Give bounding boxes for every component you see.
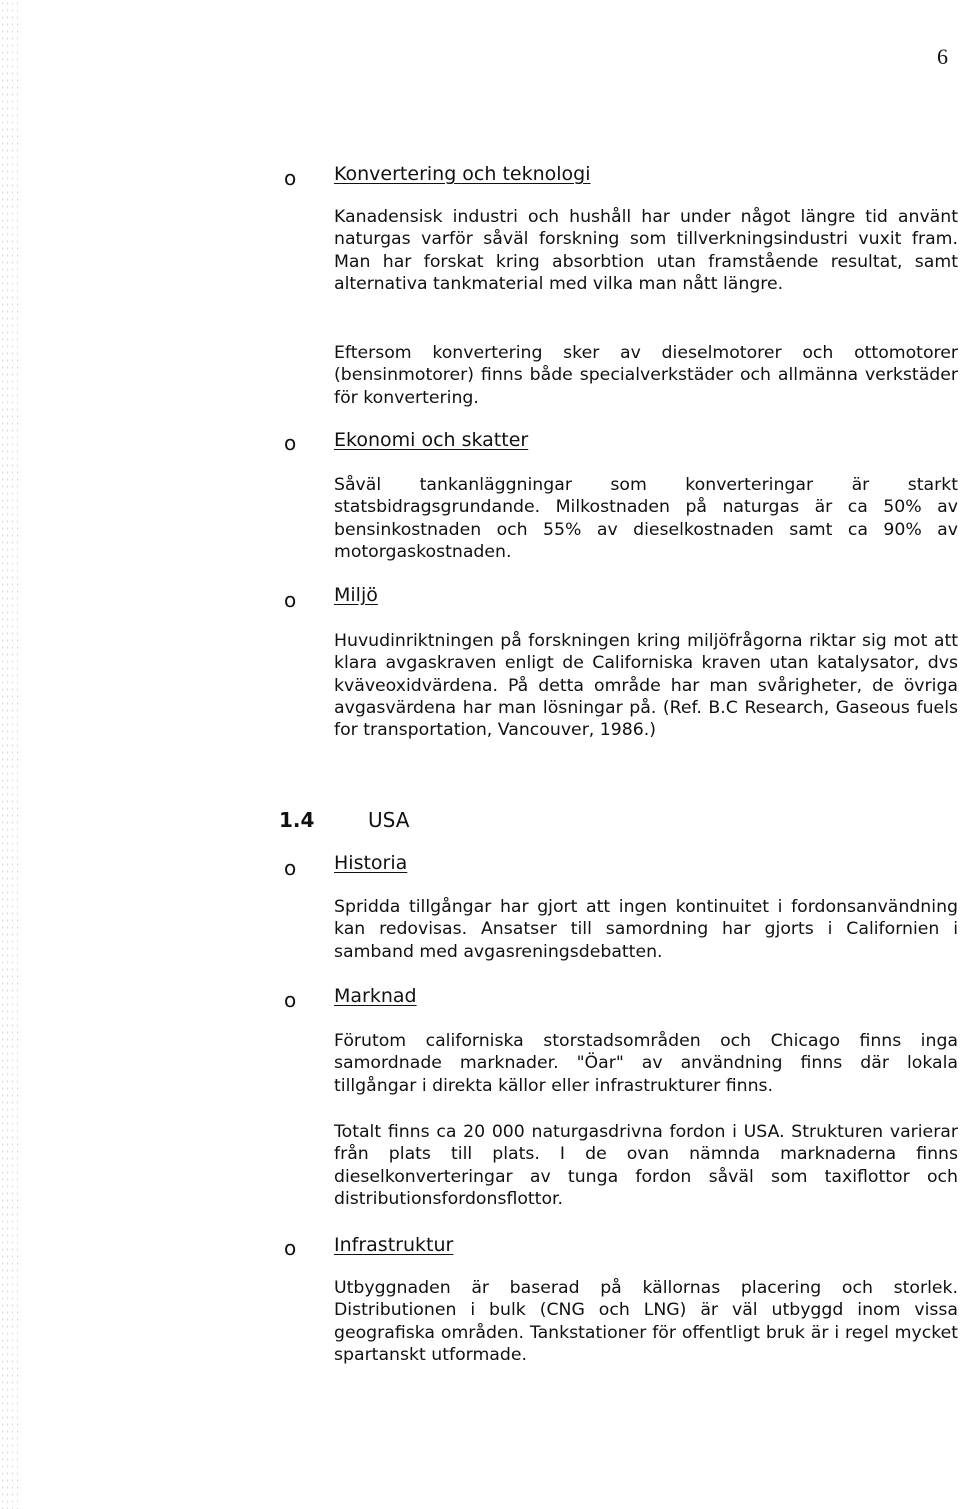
- heading-ekonomi: Ekonomi och skatter: [334, 429, 529, 451]
- heading-konvertering: Konvertering och teknologi: [334, 163, 591, 185]
- section-title: USA: [368, 808, 410, 832]
- heading-marknad: Marknad: [334, 985, 417, 1007]
- paragraph-konvertering-2: Eftersom konvertering sker av dieselmotorer och ottomotorer (bensinmotorer) finns både specialverkstäder och allmänna verkstäder för konvertering.: [334, 343, 958, 408]
- page-number: 6: [937, 44, 948, 69]
- paragraph-miljo: Huvudinriktningen på forskningen kring miljöfrågorna riktar sig mot att klara avgaskraven enligt de Californiska kraven utan katalysator, dvs kväveoxidvärdena. På detta område har man svårigheter, de övriga avgasvärdena har man lösningar på. (Ref. B.C Research, Gaseous fuels for transportation, Vancouver, 1986.): [334, 631, 958, 741]
- bullet-marker: o: [284, 166, 297, 190]
- bullet-marker: o: [284, 588, 297, 612]
- heading-miljo: Miljö: [334, 584, 378, 606]
- paragraph-ekonomi: Såväl tankanläggningar som konverteringar är starkt statsbidragsgrundande. Milkostnaden på naturgas är ca 50% av bensinkostnaden och 55% av dieselkostnaden samt ca 90% av motorgaskostnaden.: [334, 475, 958, 562]
- scan-edge-noise: [0, 0, 18, 1509]
- heading-infrastruktur: Infrastruktur: [334, 1234, 454, 1256]
- heading-historia: Historia: [334, 852, 408, 874]
- bullet-marker: o: [284, 1236, 297, 1260]
- paragraph-historia: Spridda tillgångar har gjort att ingen kontinuitet i fordonsanvändning kan redovisas. Ansatser till samordning har gjorts i Californien i samband med avgasreningsdebatten.: [334, 897, 958, 962]
- paragraph-konvertering-1: Kanadensisk industri och hushåll har under något längre tid använt naturgas varför såväl forskning som tillverkningsindustri vuxit fram. Man har forskat kring absorbtion utan framstående resultat, samt alternativa tankmaterial med vilka man nått längre.: [334, 207, 958, 294]
- paragraph-marknad-2: Totalt finns ca 20 000 naturgasdrivna fordon i USA. Strukturen varierar från plats till plats. I de ovan nämnda marknaderna finns dieselkonverteringar av tunga fordon såväl som taxiflottor och distributionsfordonsflottor.: [334, 1122, 958, 1209]
- bullet-marker: o: [284, 431, 297, 455]
- section-number: 1.4: [279, 808, 315, 832]
- paragraph-infrastruktur: Utbyggnaden är baserad på källornas placering och storlek. Distributionen i bulk (CNG och LNG) är väl utbyggd inom vissa geografiska områden. Tankstationer för offentligt bruk är i regel mycket spartanskt utformade.: [334, 1278, 958, 1365]
- bullet-marker: o: [284, 988, 297, 1012]
- bullet-marker: o: [284, 856, 297, 880]
- paragraph-marknad-1: Förutom californiska storstadsområden och Chicago finns inga samordnade marknader. "Öar" av användning finns där lokala tillgångar i direkta källor eller infrastrukturer finns.: [334, 1031, 958, 1096]
